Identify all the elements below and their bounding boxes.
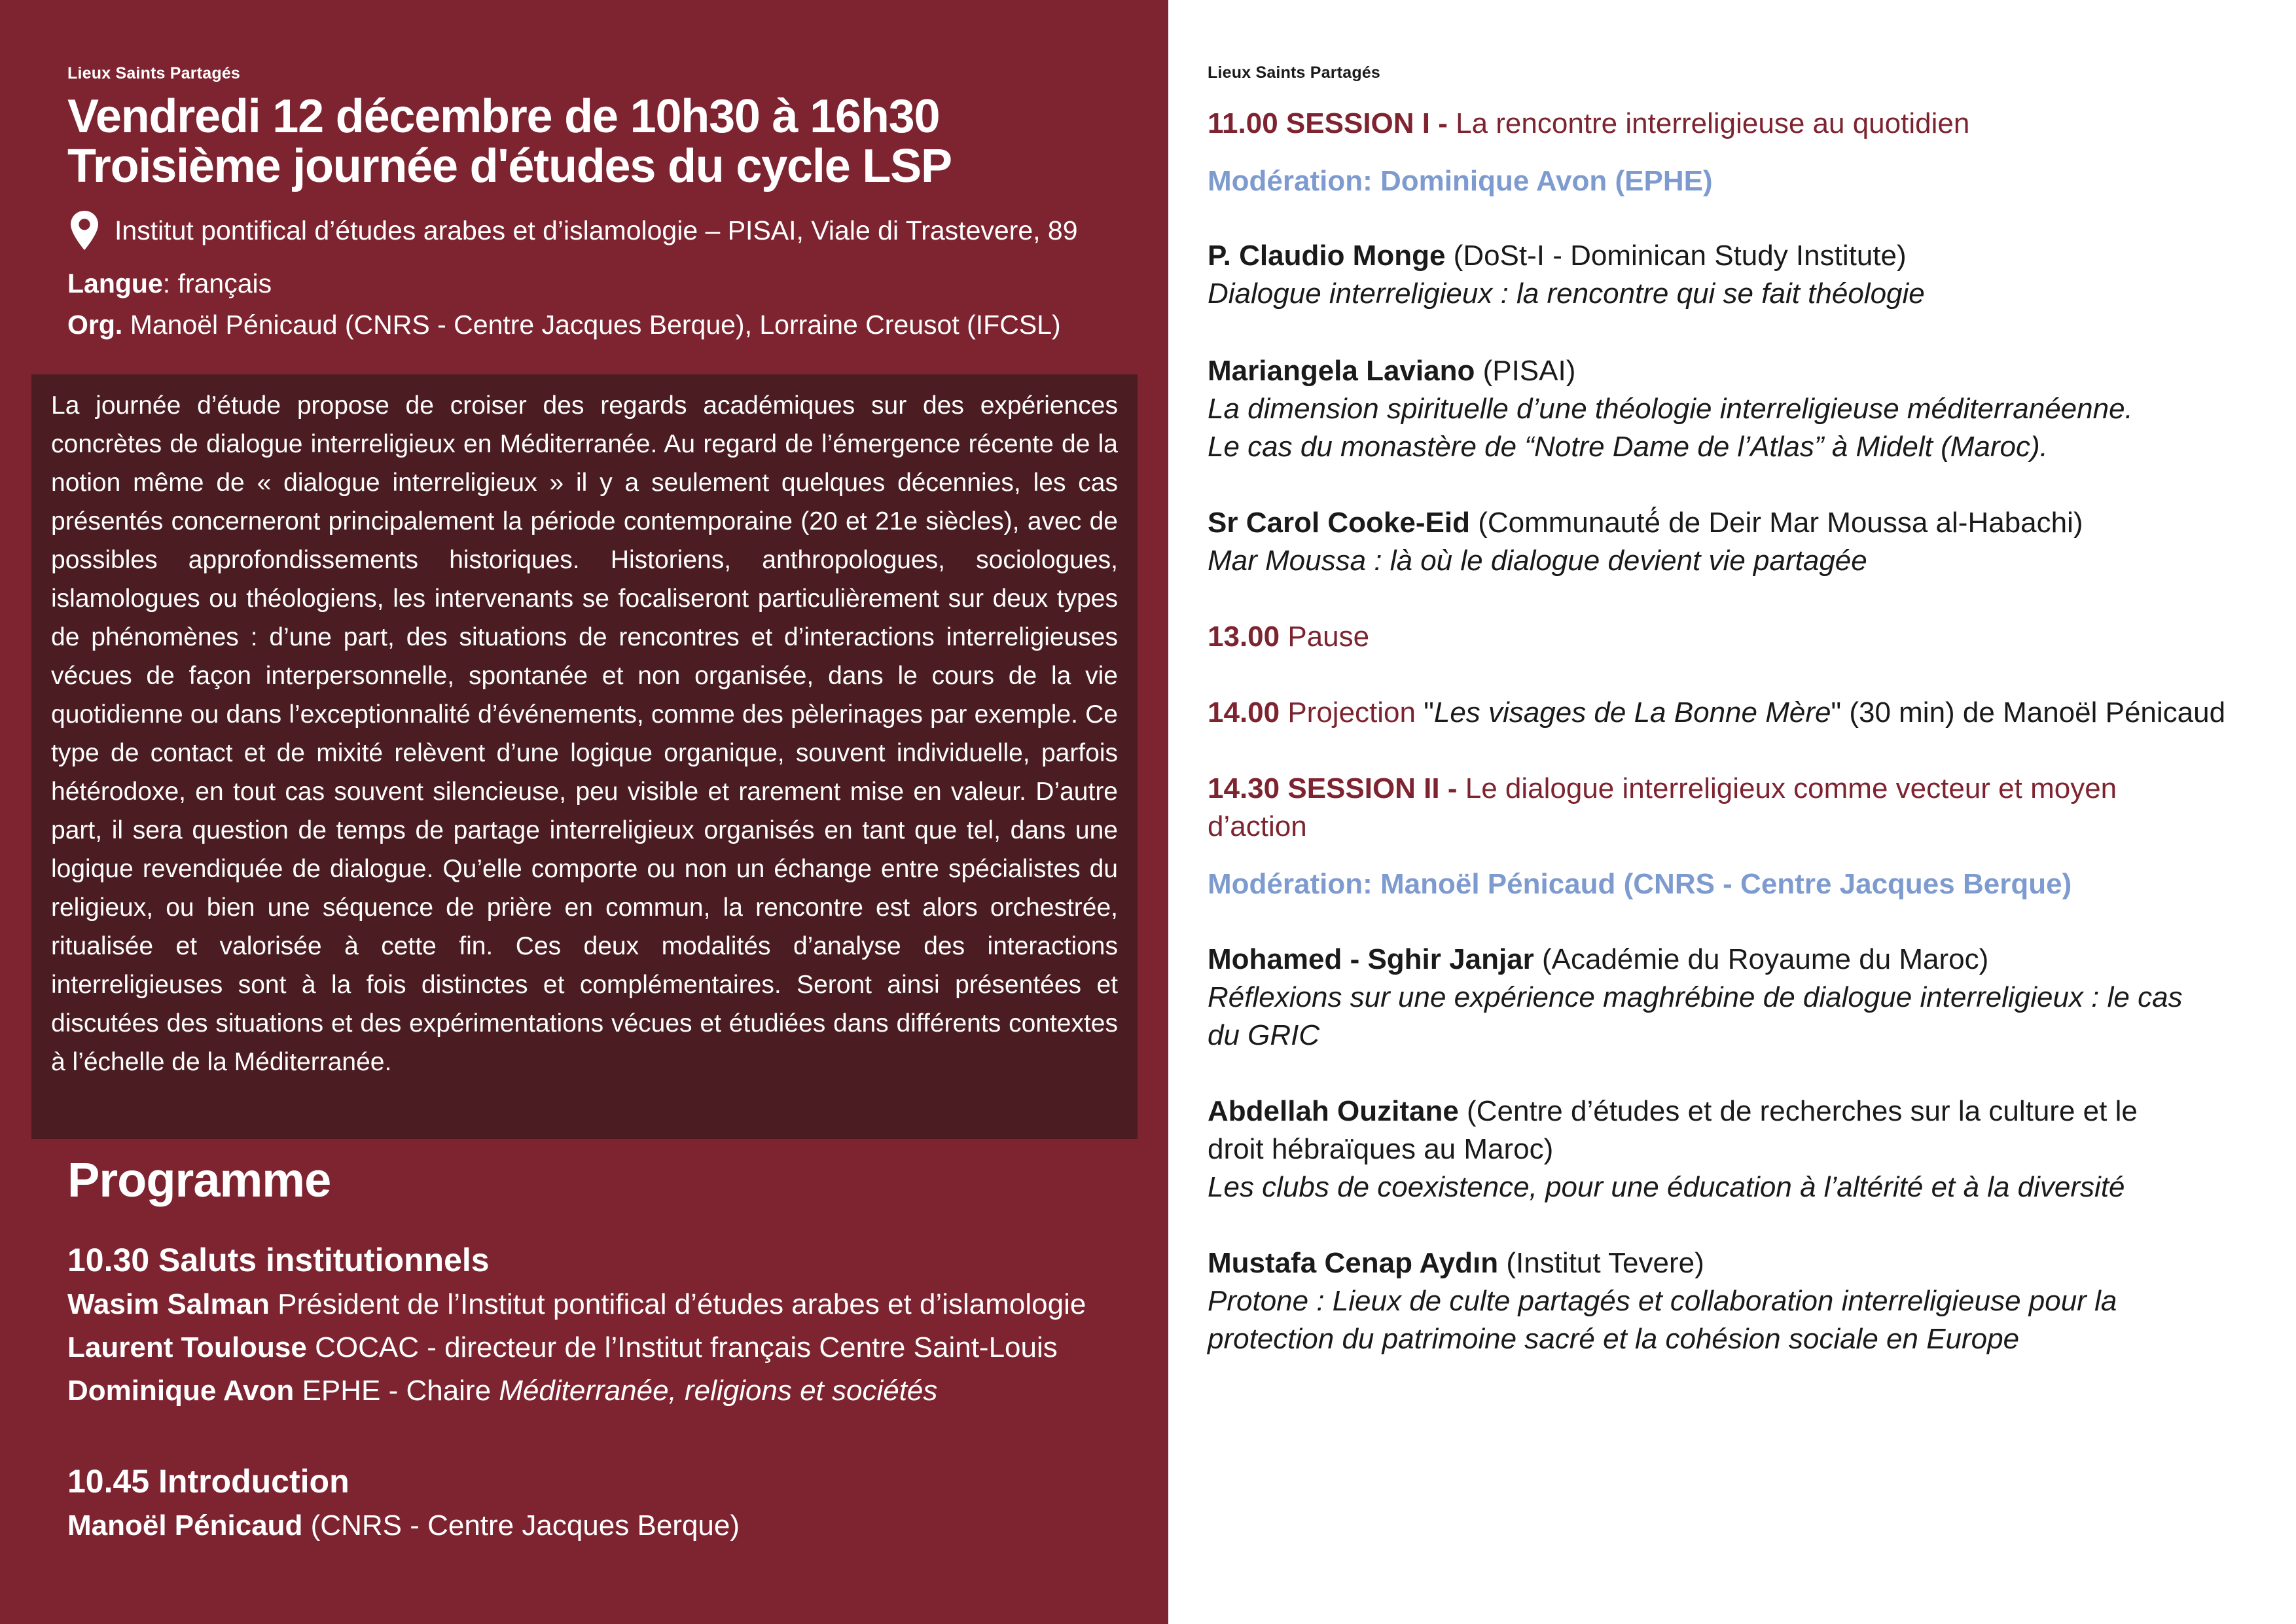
speaker-name: Laurent Toulouse <box>67 1331 307 1363</box>
speaker-affiliation: (Centre d’études et de recherches sur la culture et le <box>1458 1095 2138 1127</box>
brand-label: Lieux Saints Partagés <box>1208 63 1381 82</box>
speaker-role: Président de l’Institut pontifical d’études arabes et d’islamologie <box>269 1288 1086 1320</box>
speaker-name: Wasim Salman <box>67 1288 270 1320</box>
session-time: 11.00 <box>1208 107 1278 139</box>
session-title: Le dialogue interreligieux comme vecteur et moyen <box>1457 772 2117 804</box>
projection-label: Projection <box>1280 696 1416 729</box>
brand-label: Lieux Saints Partagés <box>67 64 241 82</box>
session-time: 14.30 <box>1208 772 1280 804</box>
venue-line <box>67 211 1078 250</box>
session-label: SESSION II - <box>1287 772 1458 804</box>
speaker-name: Abdellah Ouzitane <box>1208 1095 1459 1127</box>
moderation-text: Modération: Dominique Avon (EPHE) <box>1208 165 1713 197</box>
talk-item <box>1208 1092 2281 1206</box>
location-pin-icon <box>67 211 101 250</box>
speaker-affiliation: (Communauté́ de Deir Mar Moussa al-Habachi) <box>1469 507 2083 539</box>
session-title: La rencontre interreligieuse au quotidien <box>1447 107 1970 139</box>
speaker-affiliation: (CNRS - Centre Jacques Berque) <box>302 1509 740 1542</box>
page-title <box>67 92 1141 191</box>
session-label: SESSION I - <box>1285 107 1448 139</box>
talk-title: Protone : Lieux de culte partagés et collaboration interreligieuse pour la <box>1208 1285 2117 1317</box>
speaker-affiliation: (PISAI) <box>1475 355 1576 387</box>
session-1-heading <box>1208 105 2281 143</box>
speaker-affiliation: (DoSt-I - Dominican Study Institute) <box>1445 240 1907 272</box>
speaker-role: COCAC - directeur de l’Institut français Centre Saint-Louis <box>306 1331 1058 1363</box>
speaker-name: P. Claudio Monge <box>1208 240 1446 272</box>
quote-open: " <box>1416 696 1434 729</box>
pause-label: Pause <box>1280 621 1370 653</box>
organizers-line <box>67 310 1061 340</box>
abstract-text: La journée d’étude propose de croiser des regards académiques sur des expériences concrètes de dialogue interreligieux en Méditerranée. Au regard de l’émergence récente de la notion même de « dialogue interreligieux » il y a seulement quelques décennies, les cas présentés concerneront principalement la période contemporaine (20 et 21e siècles), avec de possibles approfondissements historiques. Historiens, anthropologues, sociologues, islamologues ou théologiens, les intervenants se focaliseront particulièrement sur deux types de phénomènes : d’une part, des situations de rencontres et d’interactions interreligieuses vécues de façon interpersonnelle, spontanée et non organisée, dans le cours de la vie quotidienne ou dans l’exceptionnalité d’événements, comme des pèlerinages par exemple. Ce type de contact et de mixité relèvent d’une logique organique, souvent individuelle, parfois hétérodoxe, en tout cas souvent silencieuse, peu visible et rarement mise en valeur. D’autre part, il sera question de temps de partage interreligieux organisés en tant que tel, dans une logique revendiquée de dialogue. Qu’elle comporte ou non un échange entre spécialistes du religieux, ou bien une séquence de prière en commun, la rencontre est alors orchestrée, ritualisée et valorisée à cette fin. Ces deux modalités d’analyse des interactions interreligieuses sont à la fois distinctes et complémentaires. Seront ainsi présentées et discutées des situations et des expérimentations vécues et étudiées dans différents contextes à l’échelle de la Méditerranée. <box>51 391 1118 1076</box>
talk-title: Le cas du monastère de “Notre Dame de l’Atlas” à Midelt (Maroc). <box>1208 431 2048 463</box>
film-title: Les visages de La Bonne Mère <box>1433 696 1831 729</box>
venue-text: Institut pontifical d’études arabes et d’islamologie – PISAI, Viale di Trastevere, 89 <box>115 215 1078 245</box>
session-2-moderation <box>1208 865 2281 903</box>
speaker-name: Dominique Avon <box>67 1375 295 1407</box>
talk-title: du GRIC <box>1208 1019 1320 1051</box>
talk-title: Réflexions sur une expérience maghrébine de dialogue interreligieux : le cas <box>1208 981 2183 1013</box>
session-title-cont: d’action <box>1208 810 1307 842</box>
projection-time: 14.00 <box>1208 696 1280 729</box>
talk-item <box>1208 1244 2281 1358</box>
saluts-speaker <box>67 1326 1154 1369</box>
chair-title: Méditerranée, religions et sociétés <box>499 1375 938 1407</box>
session-2-heading <box>1208 770 2281 846</box>
speaker-name: Mohamed - Sghir Janjar <box>1208 943 1534 975</box>
title-line-2: Troisième journée d'études du cycle LSP <box>67 140 952 192</box>
intro-title: 10.45 Introduction <box>67 1463 350 1500</box>
pause-time: 13.00 <box>1208 621 1280 653</box>
saluts-speaker <box>67 1369 1154 1413</box>
talk-item <box>1208 237 2281 313</box>
session-1-moderation <box>1208 162 2281 200</box>
projection-line <box>1208 694 2281 732</box>
intro-speaker <box>67 1504 1154 1547</box>
speaker-name: Sr Carol Cooke-Eid <box>1208 507 1470 539</box>
moderation-text: Modération: Manoël Pénicaud (CNRS - Centre Jacques Berque) <box>1208 868 2072 900</box>
talk-title: protection du patrimoine sacré et la cohésion sociale en Europe <box>1208 1323 2020 1355</box>
speaker-name: Manoël Pénicaud <box>67 1509 303 1542</box>
talk-item <box>1208 352 2281 466</box>
language-label: Langue <box>67 268 163 298</box>
organizers-label: Org. <box>67 310 123 340</box>
programme-heading: Programme <box>67 1153 331 1207</box>
talk-item <box>1208 941 2281 1055</box>
projection-details: (30 min) de Manoël Pénicaud <box>1841 696 2226 729</box>
talk-title: La dimension spirituelle d’une théologie interreligieuse méditerranéenne. <box>1208 393 2133 425</box>
speaker-affiliation: (Académie du Royaume du Maroc) <box>1534 943 1989 975</box>
saluts-title: 10.30 Saluts institutionnels <box>67 1242 490 1278</box>
saluts-speaker <box>67 1283 1154 1326</box>
right-panel <box>1168 0 2296 1624</box>
speaker-name: Mustafa Cenap Aydın <box>1208 1247 1499 1279</box>
talk-title: Mar Moussa : là où le dialogue devient vie partagée <box>1208 545 1867 577</box>
speaker-name: Mariangela Laviano <box>1208 355 1475 387</box>
intro-block <box>67 1458 1154 1547</box>
saluts-block <box>67 1237 1154 1413</box>
talk-item <box>1208 504 2281 580</box>
speaker-affiliation-cont: droit hébraïques au Maroc) <box>1208 1133 1554 1165</box>
talk-title: Les clubs de coexistence, pour une éducation à l’altérité et à la diversité <box>1208 1171 2125 1203</box>
language-line <box>67 268 272 299</box>
speaker-affiliation: (Institut Tevere) <box>1498 1247 1704 1279</box>
talk-title: Dialogue interreligieux : la rencontre qui se fait théologie <box>1208 278 1925 310</box>
title-line-1: Vendredi 12 décembre de 10h30 à 16h30 <box>67 90 940 143</box>
quote-close: " <box>1831 696 1842 729</box>
speaker-role: EPHE - Chaire <box>294 1375 499 1407</box>
abstract-box <box>31 374 1138 1139</box>
pause-line <box>1208 618 2281 656</box>
language-value: : français <box>162 268 272 298</box>
organizers-value: Manoël Pénicaud (CNRS - Centre Jacques Berque), Lorraine Creusot (IFCSL) <box>122 310 1061 340</box>
